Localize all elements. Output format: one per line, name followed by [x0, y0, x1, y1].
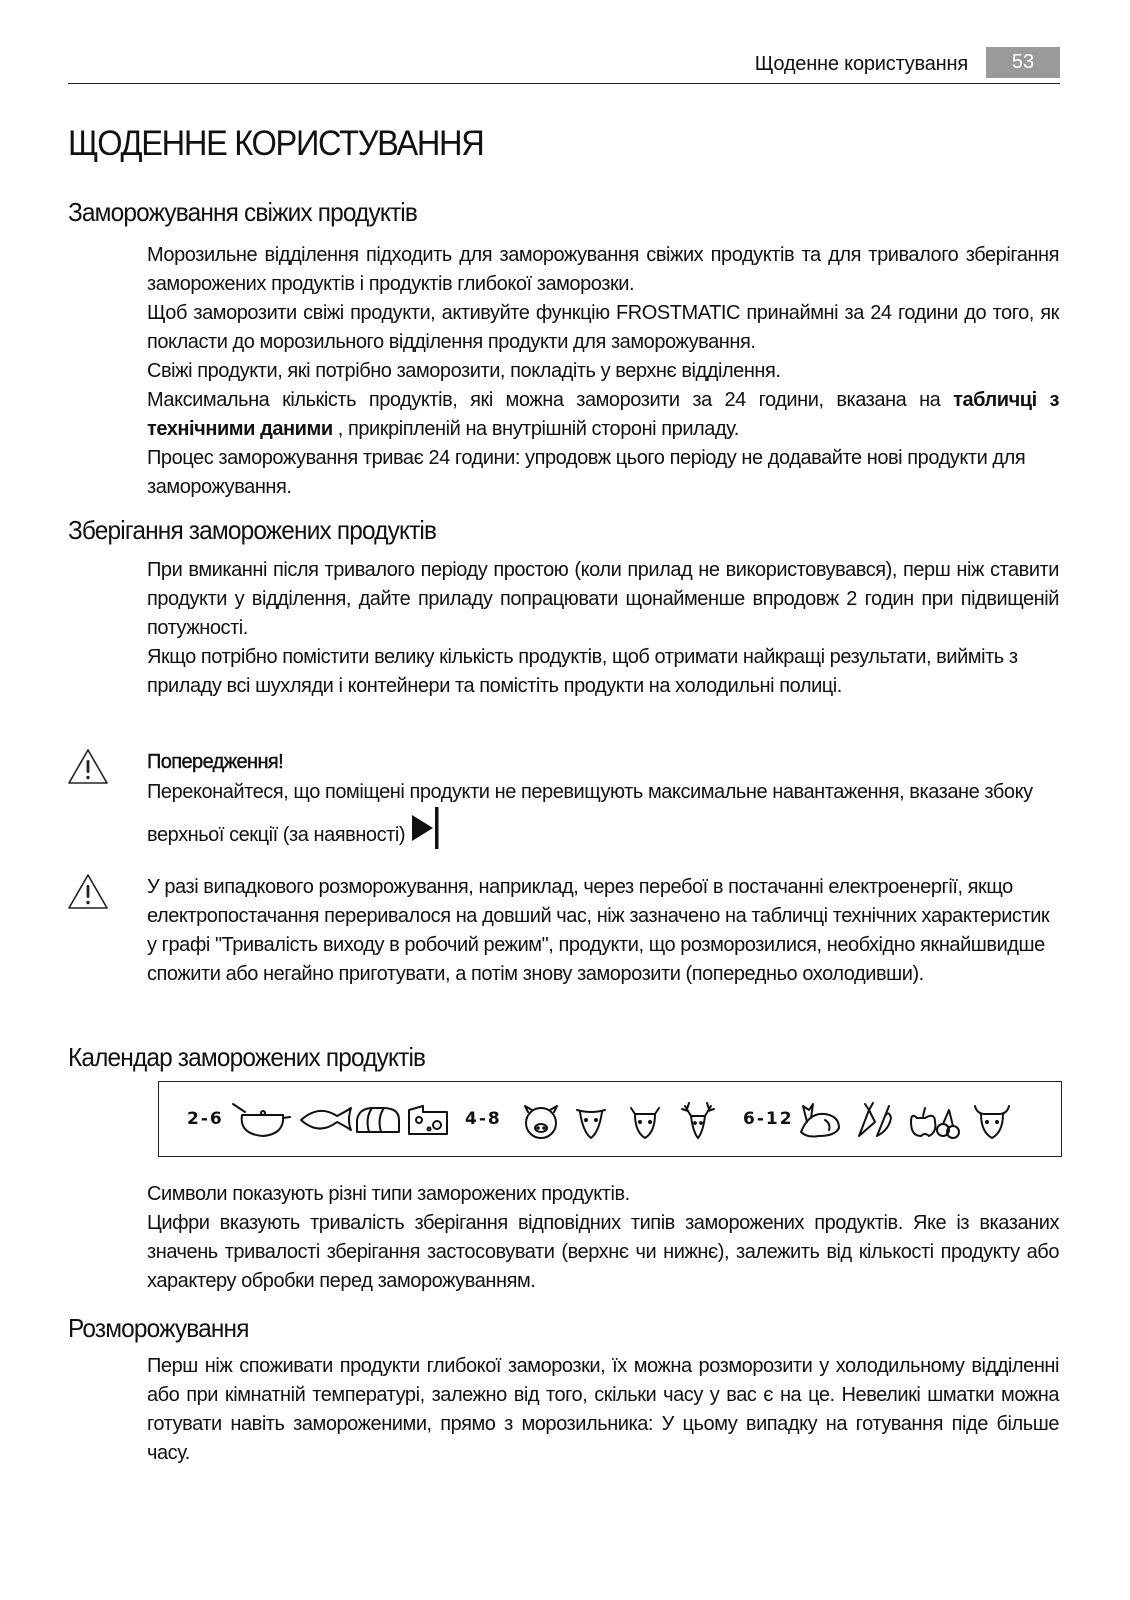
beef-icon — [975, 1106, 1009, 1138]
paragraph: Перш ніж споживати продукти глибокої заморозки, їх можна розморозити у холодильному відділенні або при кімнатній температурі, залежно від того, скільки часу у вас є на це. Невеликі шматки можна готувати навіть замороженими, прямо з морозильника: У цьому випадку на готування піде більше часу. — [147, 1355, 1059, 1464]
warning-block-thawing — [147, 873, 1059, 989]
rating-plate-reference: табличці з технічними даними — [147, 389, 1059, 440]
section-body-storage — [147, 556, 1059, 701]
fruit-icon — [911, 1108, 959, 1138]
paragraph: При вмиканні після тривалого періоду простою (коли прилад не використовувався), перш ніж ставити продукти у відділення, дайте приладу попрацювати щонайменше впродовж 2 годин при підвищеній потужності. — [147, 559, 1059, 639]
section-body-freezing — [147, 241, 1059, 502]
storage-months-6-12: 6-12 — [743, 1109, 794, 1129]
paragraph: Символи показують різні типи заморожених продуктів. — [147, 1183, 630, 1205]
paragraph: Цифри вказують тривалість зберігання відповідних типів заморожених продуктів. Яке із вказаних значень тривалості зберігання застосовувати (верхнє чи нижнє), залежить від кількості продукту або характеру обробки перед заморожуванням. — [147, 1212, 1059, 1292]
page-title: ЩОДЕННЕ КОРИСТУВАННЯ — [68, 124, 484, 163]
calf-icon — [631, 1108, 659, 1138]
page-header — [68, 47, 1060, 84]
poultry-icon — [801, 1104, 839, 1137]
deer-icon — [682, 1103, 714, 1138]
fish-icon — [301, 1108, 351, 1130]
section-heading-thawing: Розморожування — [68, 1313, 249, 1343]
paragraph: Щоб заморозити свіжі продукти, активуйте функцію FROSTMATIC принаймні за 24 години до того, як покласти до морозильного відділення продукти для заморожування. — [147, 302, 1059, 353]
section-heading-freezing: Заморожування свіжих продуктів — [68, 197, 418, 227]
header-title: Щоденне користування — [754, 53, 968, 75]
text: , прикріпленій на внутрішній стороні приладу. — [332, 418, 739, 440]
paragraph — [147, 386, 1059, 444]
text: Переконайтеся, що поміщені продукти не перевищують максимальне навантаження, вказане збоку верхньої секції (за наявності) — [147, 781, 1033, 846]
page-number: 53 — [986, 47, 1060, 78]
paragraph: Свіжі продукти, які потрібно заморозити, покладіть у верхнє відділення. — [147, 360, 781, 382]
pig-icon — [525, 1106, 557, 1138]
warning-text: У разі випадкового розморожування, наприклад, через перебої в постачанні електроенергії, якщо електропостачання переривалося на довший час, ніж зазначено на табличці технічних характеристик у графі "Тривалість виходу в робочий режим", продукти, що розморозилися, необхідно якнайшвидше спожити або негайно приготувати, а потім знову заморозити (попередньо охолодивши). — [147, 876, 1050, 985]
storage-months-2-6: 2-6 — [187, 1109, 224, 1129]
section-heading-storage: Зберігання заморожених продуктів — [68, 515, 437, 545]
storage-months-4-8: 4-8 — [465, 1109, 502, 1129]
text: Максимальна кількість продуктів, які можна заморозити за 24 години, вказана на — [147, 389, 954, 411]
max-load-marker-icon — [411, 807, 441, 849]
warning-block — [147, 748, 1059, 850]
paragraph: Якщо потрібно помістити велику кількість продуктів, щоб отримати найкращі результати, вийміть з приладу всі шухляди і контейнери та помістіть продукти на холодильні полиці. — [147, 646, 1018, 697]
paragraph: Процес заморожування триває 24 години: упродовж цього періоду не додавайте нові продукти для заморожування. — [147, 447, 1026, 498]
frozen-food-calendar — [158, 1081, 1062, 1157]
sheep-icon — [577, 1110, 605, 1138]
paragraph: Морозильне відділення підходить для заморожування свіжих продуктів та для тривалого зберігання заморожених продуктів і продуктів глибокої заморозки. — [147, 244, 1059, 295]
warning-triangle-icon — [67, 873, 109, 911]
bread-icon — [357, 1108, 399, 1132]
section-body-thawing — [147, 1352, 1059, 1468]
calendar-icons — [159, 1082, 1061, 1156]
cheese-icon — [409, 1106, 447, 1134]
soup-pot-icon — [233, 1104, 290, 1136]
warning-text — [147, 778, 1059, 850]
section-body-calendar — [147, 1180, 1059, 1296]
warning-triangle-icon — [67, 748, 109, 786]
warning-title: Попередження! — [147, 751, 284, 773]
vegetables-icon — [859, 1103, 891, 1136]
section-heading-calendar: Календар заморожених продуктів — [68, 1042, 426, 1072]
